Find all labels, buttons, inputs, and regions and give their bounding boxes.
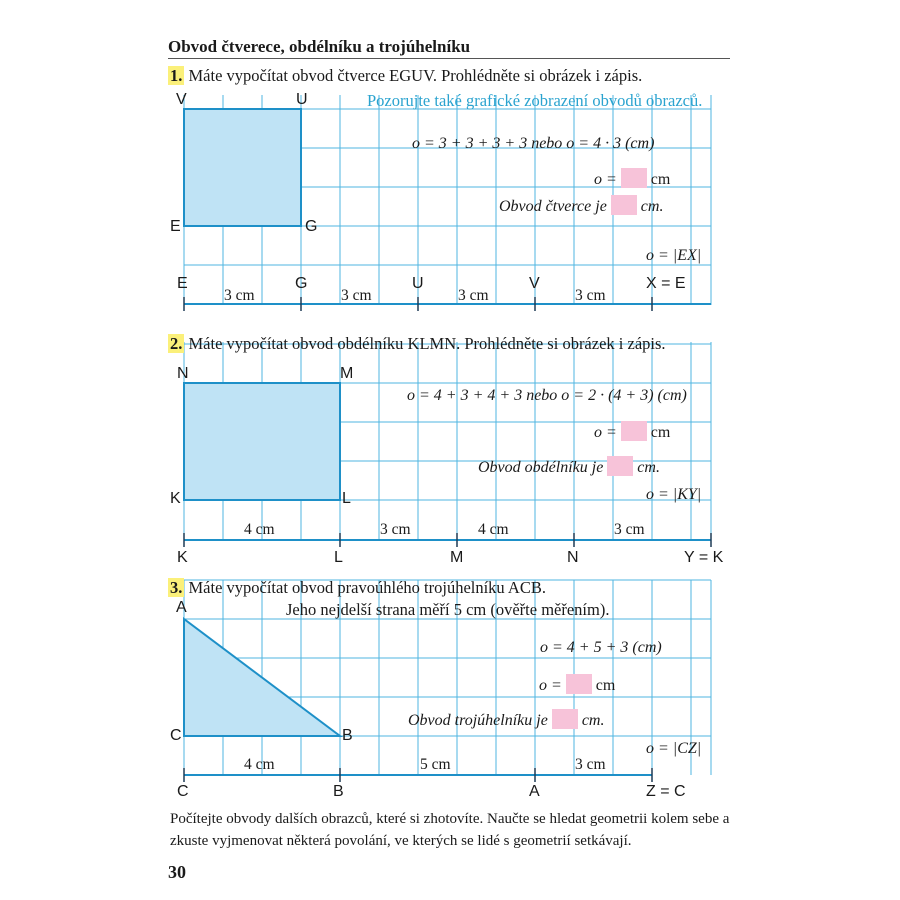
axis1-e: E (177, 275, 188, 292)
task2-number: 2. (170, 334, 183, 353)
task3-answer-row (539, 674, 615, 695)
task1-equation-text: o = 3 + 3 + 3 + 3 nebo o = 4 · 3 (cm) (412, 135, 655, 152)
task1-sentence-unit: cm. (640, 198, 664, 215)
measure2-2: 3 cm (380, 521, 411, 538)
vertex-k: K (170, 490, 181, 507)
task3-number: 3. (170, 578, 183, 597)
task2-heading (168, 334, 666, 354)
task1-segment-text: o = |EX| (646, 247, 702, 264)
task3-o-label: o = (539, 677, 562, 694)
axis3-z: Z = C (646, 783, 686, 800)
task2-sentence-unit: cm. (637, 459, 660, 476)
measure2-1: 4 cm (244, 521, 275, 538)
task3-text2: Jeho nejdelší strana měří 5 cm (ověřte měřením). (286, 600, 610, 619)
measure3-3: 3 cm (575, 756, 606, 773)
square-egvu (184, 109, 301, 226)
title-rule (168, 58, 730, 59)
task2-unit: cm (650, 424, 671, 441)
measure3-1: 4 cm (244, 756, 275, 773)
axis2-n: N (567, 549, 579, 566)
vertex-l: L (342, 490, 351, 507)
task2-equation-text: o = 4 + 3 + 4 + 3 nebo o = 2 · (4 + 3) (cm) (407, 387, 687, 404)
task3-text: Máte vypočítat obvod pravoúhlého trojúhelníku ACB. (188, 578, 546, 597)
axis2-k: K (177, 549, 188, 566)
task2-answer-row (594, 421, 670, 442)
axis2-m: M (450, 549, 464, 566)
vertex-n: N (177, 365, 189, 382)
task1-o-label: o = (594, 171, 617, 188)
task1-segment (646, 247, 701, 265)
task3-equation (540, 639, 662, 657)
task2-equation (407, 387, 687, 405)
task2-segment (646, 486, 701, 504)
task3-unit: cm (595, 677, 616, 694)
task1-sentence-row (499, 195, 663, 216)
task1-number: 1. (170, 66, 183, 85)
task3-sentence: Obvod trojúhelníku je (408, 712, 548, 729)
task2-sentence-row (478, 456, 660, 477)
axis3-b: B (333, 783, 344, 800)
task3-segment (646, 740, 701, 758)
page-number: 30 (168, 862, 186, 882)
axis2-l: L (334, 549, 343, 566)
axis1-x: X = E (646, 275, 686, 292)
task1-text: Máte vypočítat obvod čtverce EGUV. Prohlédněte si obrázek i zápis. (188, 66, 643, 85)
axis3-c: C (177, 783, 189, 800)
task2-sentence-box[interactable] (607, 456, 633, 476)
axis3-a: A (529, 783, 540, 800)
task1-hint: Pozorujte také grafické zobrazení obvodů obrazců. (367, 91, 703, 110)
measure1-4: 3 cm (575, 287, 606, 304)
task3-answer-box[interactable] (566, 674, 592, 694)
task3-sentence-unit: cm. (581, 712, 605, 729)
axis2-y: Y = K (684, 549, 724, 566)
task1-unit: cm (650, 171, 671, 188)
task2-sentence: Obvod obdélníku je (478, 459, 604, 476)
task2-answer-box[interactable] (621, 421, 647, 441)
task2-segment-text: o = |KY| (646, 486, 702, 503)
task1-sentence-box[interactable] (611, 195, 637, 215)
task3-heading (168, 578, 546, 598)
vertex-g: G (305, 218, 318, 235)
task3-equation-text: o = 4 + 5 + 3 (cm) (540, 639, 662, 656)
task3-sentence-row (408, 709, 604, 730)
page-title: Obvod čtverece, obdélníku a trojúhelníku (168, 37, 471, 56)
rectangle-klmn (184, 383, 340, 500)
task1-answer-row (594, 168, 670, 189)
vertex-b: B (342, 727, 353, 744)
vertex-c: C (170, 727, 182, 744)
measure1-2: 3 cm (341, 287, 372, 304)
task1-heading (168, 66, 642, 86)
task2-o-label: o = (594, 424, 617, 441)
task1-answer-box[interactable] (621, 168, 647, 188)
task1-sentence: Obvod čtverce je (499, 198, 607, 215)
measure2-3: 4 cm (478, 521, 509, 538)
task3-segment-text: o = |CZ| (646, 740, 702, 757)
vertex-a: A (176, 599, 187, 616)
measure2-4: 3 cm (614, 521, 645, 538)
task1-equation (412, 135, 654, 153)
vertex-v: V (176, 91, 187, 108)
vertex-u: U (296, 91, 308, 108)
vertex-e: E (170, 218, 181, 235)
task3-sentence-box[interactable] (552, 709, 578, 729)
axis1-g: G (295, 275, 308, 292)
measure1-3: 3 cm (458, 287, 489, 304)
task2-text: Máte vypočítat obvod obdélníku KLMN. Prohlédněte si obrázek i zápis. (188, 334, 666, 353)
footer-text: Počítejte obvody dalších obrazců, které si zhotovíte. Naučte se hledat geometrii kolem sebe a zkuste vyjmenovat některá povolání, ve kterých se lidé s geometrií setkávají. (170, 811, 730, 849)
measure1-1: 3 cm (224, 287, 255, 304)
measure3-2: 5 cm (420, 756, 451, 773)
vertex-m: M (340, 365, 354, 382)
axis1-u: U (412, 275, 424, 292)
axis1-v: V (529, 275, 540, 292)
